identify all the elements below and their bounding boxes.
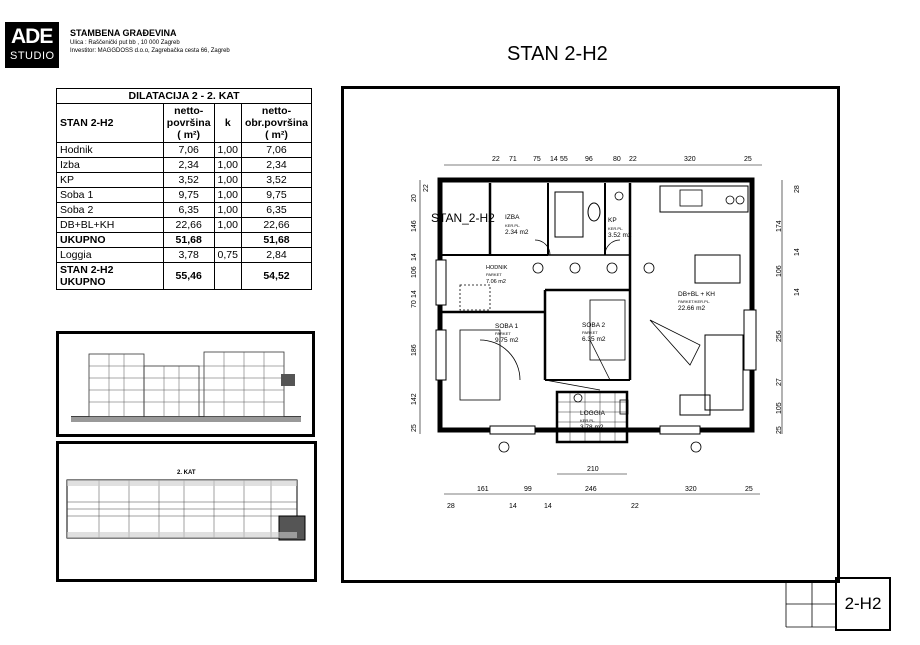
table-cell-name: DB+BL+KH [57,218,164,233]
room-area-dnevni: 22.66 m2 [678,305,706,312]
plan-label: STAN_2-H2 [431,211,495,225]
page-title: STAN 2-H2 [507,43,608,65]
table-cell-net: 3,52 [163,173,214,188]
col-header-obr: netto- obr.površina ( m²) [241,104,311,143]
dim-bottom: 161 [477,486,489,493]
room-area-kp: 3.52 m2 [608,232,632,239]
dim-top: 96 [585,156,593,163]
table-cell-obr: 6,35 [241,203,311,218]
dim-left: 146 [411,220,418,232]
dim-top: 14 [550,156,558,163]
logo-subtext: STUDIO [10,50,55,62]
dim-left: 186 [411,344,418,356]
table-cell-name: Loggia [57,248,164,263]
table-cell-k: 1,00 [214,218,241,233]
dim-bottom: 25 [745,486,753,493]
dim-right: 28 [794,185,801,193]
table-cell-name: STAN 2-H2 UKUPNO [57,263,164,290]
room-area-soba1: 9.75 m2 [495,337,519,344]
sheet-tag: 2-H2 [835,577,891,631]
table-cell-name: Soba 1 [57,188,164,203]
dim-left: 20 [411,194,418,202]
table-cell-name: UKUPNO [57,233,164,248]
room-area-loggia: 3.78 m2 [580,424,604,431]
table-cell-name: Soba 2 [57,203,164,218]
table-cell-obr: 7,06 [241,143,311,158]
room-name-izba: IZBA [505,214,520,221]
dim-bottom: 246 [585,486,597,493]
table-cell-name: Hodnik [57,143,164,158]
table-cell-obr: 2,34 [241,158,311,173]
logo-text: ADE [11,25,53,48]
dim-loggia-width: 210 [587,466,599,473]
table-caption: DILATACIJA 2 - 2. KAT [57,89,312,104]
dim-left: 14 [411,253,418,261]
room-name-soba1: SOBA 1 [495,323,519,330]
dim-top: 22 [629,156,637,163]
floor-label: 2. KAT [177,470,196,476]
project-name: STAMBENA GRAĐEVINA [70,28,177,38]
table-cell-obr: 9,75 [241,188,311,203]
table-cell-k: 1,00 [214,203,241,218]
dim-top: 80 [613,156,621,163]
dim-left: 14 [411,290,418,298]
room-floor-hodnik: PARKET [486,272,502,277]
table-cell-net: 2,34 [163,158,214,173]
table-cell-k: 1,00 [214,188,241,203]
dim-bottom: 99 [524,486,532,493]
room-floor-dnevni: PARKET/KER.PL. [678,299,711,304]
dim-right: 174 [776,220,783,232]
dim-top: 75 [533,156,541,163]
dim-left: 22 [423,184,430,192]
project-address: Ulica : Raščenički put bb , 10 000 Zagreb [70,40,180,46]
col-header-name: STAN 2-H2 [57,104,164,143]
dim-bottom: 28 [447,503,455,510]
table-cell-obr: 22,66 [241,218,311,233]
dim-top: 25 [744,156,752,163]
room-name-soba2: SOBA 2 [582,322,606,329]
table-cell-obr: 54,52 [241,263,311,290]
room-floor-soba1: PARKET [495,331,511,336]
dim-right: 25 [776,426,783,434]
dim-top: 320 [684,156,696,163]
room-name-hodnik: HODNIK [486,265,508,271]
room-area-soba2: 6.35 m2 [582,336,606,343]
table-cell-net: 7,06 [163,143,214,158]
table-cell-k: 1,00 [214,143,241,158]
project-investor: Investitor: MAGGDOSS d.o.o, Zagrebačka cesta 66, Zagreb [70,48,230,54]
room-area-hodnik: 7.06 m2 [486,279,506,285]
dim-top: 55 [560,156,568,163]
room-floor-izba: KER.PL. [505,223,521,228]
table-cell-obr: 3,52 [241,173,311,188]
dim-left: 25 [411,424,418,432]
room-name-loggia: LOGGIA [580,410,605,417]
table-cell-k: 0,75 [214,248,241,263]
dim-top: 22 [492,156,500,163]
room-name-kp: KP [608,217,617,224]
dim-right: 27 [776,378,783,386]
dim-left: 142 [411,393,418,405]
dim-bottom: 22 [631,503,639,510]
dim-left: 70 [411,300,418,308]
dim-bottom: 14 [544,503,552,510]
dim-bottom: 14 [509,503,517,510]
table-cell-k: 1,00 [214,158,241,173]
room-floor-loggia: KER.PL. [580,418,596,423]
dim-right: 106 [776,265,783,277]
dim-right: 14 [794,248,801,256]
room-floor-kp: KER.PL. [608,226,624,231]
table-cell-net: 22,66 [163,218,214,233]
col-header-k: k [214,104,241,143]
col-header-net: netto- površina ( m²) [163,104,214,143]
table-cell-k: 1,00 [214,173,241,188]
table-cell-net: 9,75 [163,188,214,203]
dim-right: 105 [776,402,783,414]
dim-bottom: 320 [685,486,697,493]
room-name-dnevni: DB+BL + KH [678,291,715,298]
dim-right: 256 [776,330,783,342]
room-area-izba: 2.34 m2 [505,229,529,236]
room-floor-soba2: PARKET [582,330,598,335]
table-cell-net: 51,68 [163,233,214,248]
table-cell-name: KP [57,173,164,188]
table-cell-obr: 51,68 [241,233,311,248]
table-cell-net: 55,46 [163,263,214,290]
table-cell-obr: 2,84 [241,248,311,263]
dim-left: 106 [411,266,418,278]
table-cell-net: 6,35 [163,203,214,218]
dim-right: 14 [794,288,801,296]
table-cell-name: Izba [57,158,164,173]
table-cell-net: 3,78 [163,248,214,263]
loggia-outline [557,392,627,442]
dim-top: 71 [509,156,517,163]
